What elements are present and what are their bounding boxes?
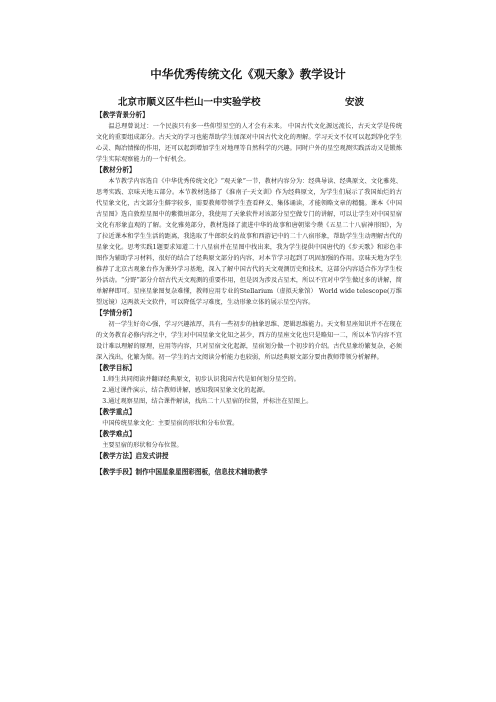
objective-item: 2.通过课件演示，结合教师讲解，感知我国星象文化的起源。 [102, 387, 269, 394]
section-heading-means: 【教学手段】制作中国星象星图彩图板，信息技术辅助教学 [96, 468, 268, 476]
school-name: 北京市顺义区牛栏山一中实验学校 [118, 97, 261, 108]
document-title: 中华优秀传统文化《观天象》教学设计 [150, 67, 346, 81]
subtitle-line [0, 94, 496, 108]
key-point-item: 中国传统星象文化：主要星宿的形状和分布位置。 [102, 420, 239, 427]
section-heading-background: 【教学背景分析】 [96, 111, 149, 119]
difficulty-item: 主要星宿的形状和分布位置。 [102, 442, 183, 449]
section-heading-key-points: 【教学重点】 [96, 408, 136, 416]
objective-item: 1.师生共同阅读并翻译经典原文，初步认识我国古代是如何划分星空的。 [102, 376, 300, 383]
objective-item: 3.通过观察星图，结合课件解读，找出二十八星宿的位置，并标注在星图上。 [102, 398, 313, 405]
section-heading-textbook: 【教材分析】 [96, 166, 136, 174]
author-name: 安波 [345, 97, 365, 108]
document-body [96, 110, 402, 478]
paragraph-students: 初一学生好奇心强，学习兴趣浓厚，具有一些初步的抽象思维、逻辑思维能力。天文和星座知识并不在现在的文务教育必修内容之中，学生对中国星象文化知之甚少，西方的星座文化也只是略知一二，所以本节内容不宜设计难以理解的原理，应用等内容，只对星宿文化起源，星宿划分做一个初步的介绍。古代星象纷繁复杂，必须深入浅出，化繁为简。初一学生的古文阅读分析能力也较弱，所以经典原文部分要由教师带领分析解释。 [96, 321, 402, 361]
section-heading-methods: 【教学方法】启发式讲授 [96, 452, 169, 460]
section-heading-students: 【学情分析】 [96, 309, 136, 317]
paragraph-textbook: 本节教学内容选自《中华优秀传统文化》“观天象”一节，教材内容分为：经典导读、经典原文、文化雅苑、思考实践、京味天地五部分。本节教材选择了《淮南子·天文训》作为经典原文，为学生们展示了我国灿烂的古代星象文化，古文部分生僻字较多，需要教师带领学生查看释义、集体诵读，才能领略文章的精髓。课本《中国古星图》选自敦煌星图中的紫微垣部分，我使用了天象软件对该部分星空做专门的讲解，可以让学生对中国星宿文化有形象直观的了解。文化雅苑部分，教材选择了流进中华的故事和唐朝梁令瓒《五星二十八宿神形图》，为了拉近课本和学生生活的距离，我选取了牛郎织女的故事和西游记中的二十八宿形象，帮助学生生动理解古代的星象文化。思考实践1题要求知道二十八星宿并在星图中找出来，我为学生提供中国唐代的《步天歌》和彩色非图作为辅助学习材料，很好的结合了经典原文部分的内容，对本节学习起到了巩固加强的作用。京味天地为学生推荐了北京古观象台作为课外学习基地，深入了解中国古代的天文观测历史和技术，这部分内容适合作为学生校外活动。“分野”部分介绍古代天文观测的重要作用，但是因为涉及占星术，所以不宜对中学生做过多的讲解，简单解释即可。星座星象图复杂难懂，教师应用专业的Stellarium（虚拟天象馆） World wide telescope(万维望远镜）这两款天文软件，可以降低学习难度，生动形象立体的展示星空内容。 [96, 178, 402, 306]
section-heading-objectives: 【教学目标】 [96, 364, 136, 372]
section-heading-difficulties: 【教学难点】 [96, 430, 136, 438]
paragraph-background: 温总理曾说过：一个民族只有多一些仰望星空的人才会有未来。 中国古代文化源远流长，古天文学是传统文化的重要组成部分。古天文的学习也能帮助学生加深对中国古代文化的理解。学习天文不仅可以起到净化学生心灵、陶冶情操的作用，还可以起到增加学生对地理等自然科学的兴趣。同时户外的星空观测实践活动又是锻炼学生实际观察能力的一个好机会。 [96, 123, 402, 163]
